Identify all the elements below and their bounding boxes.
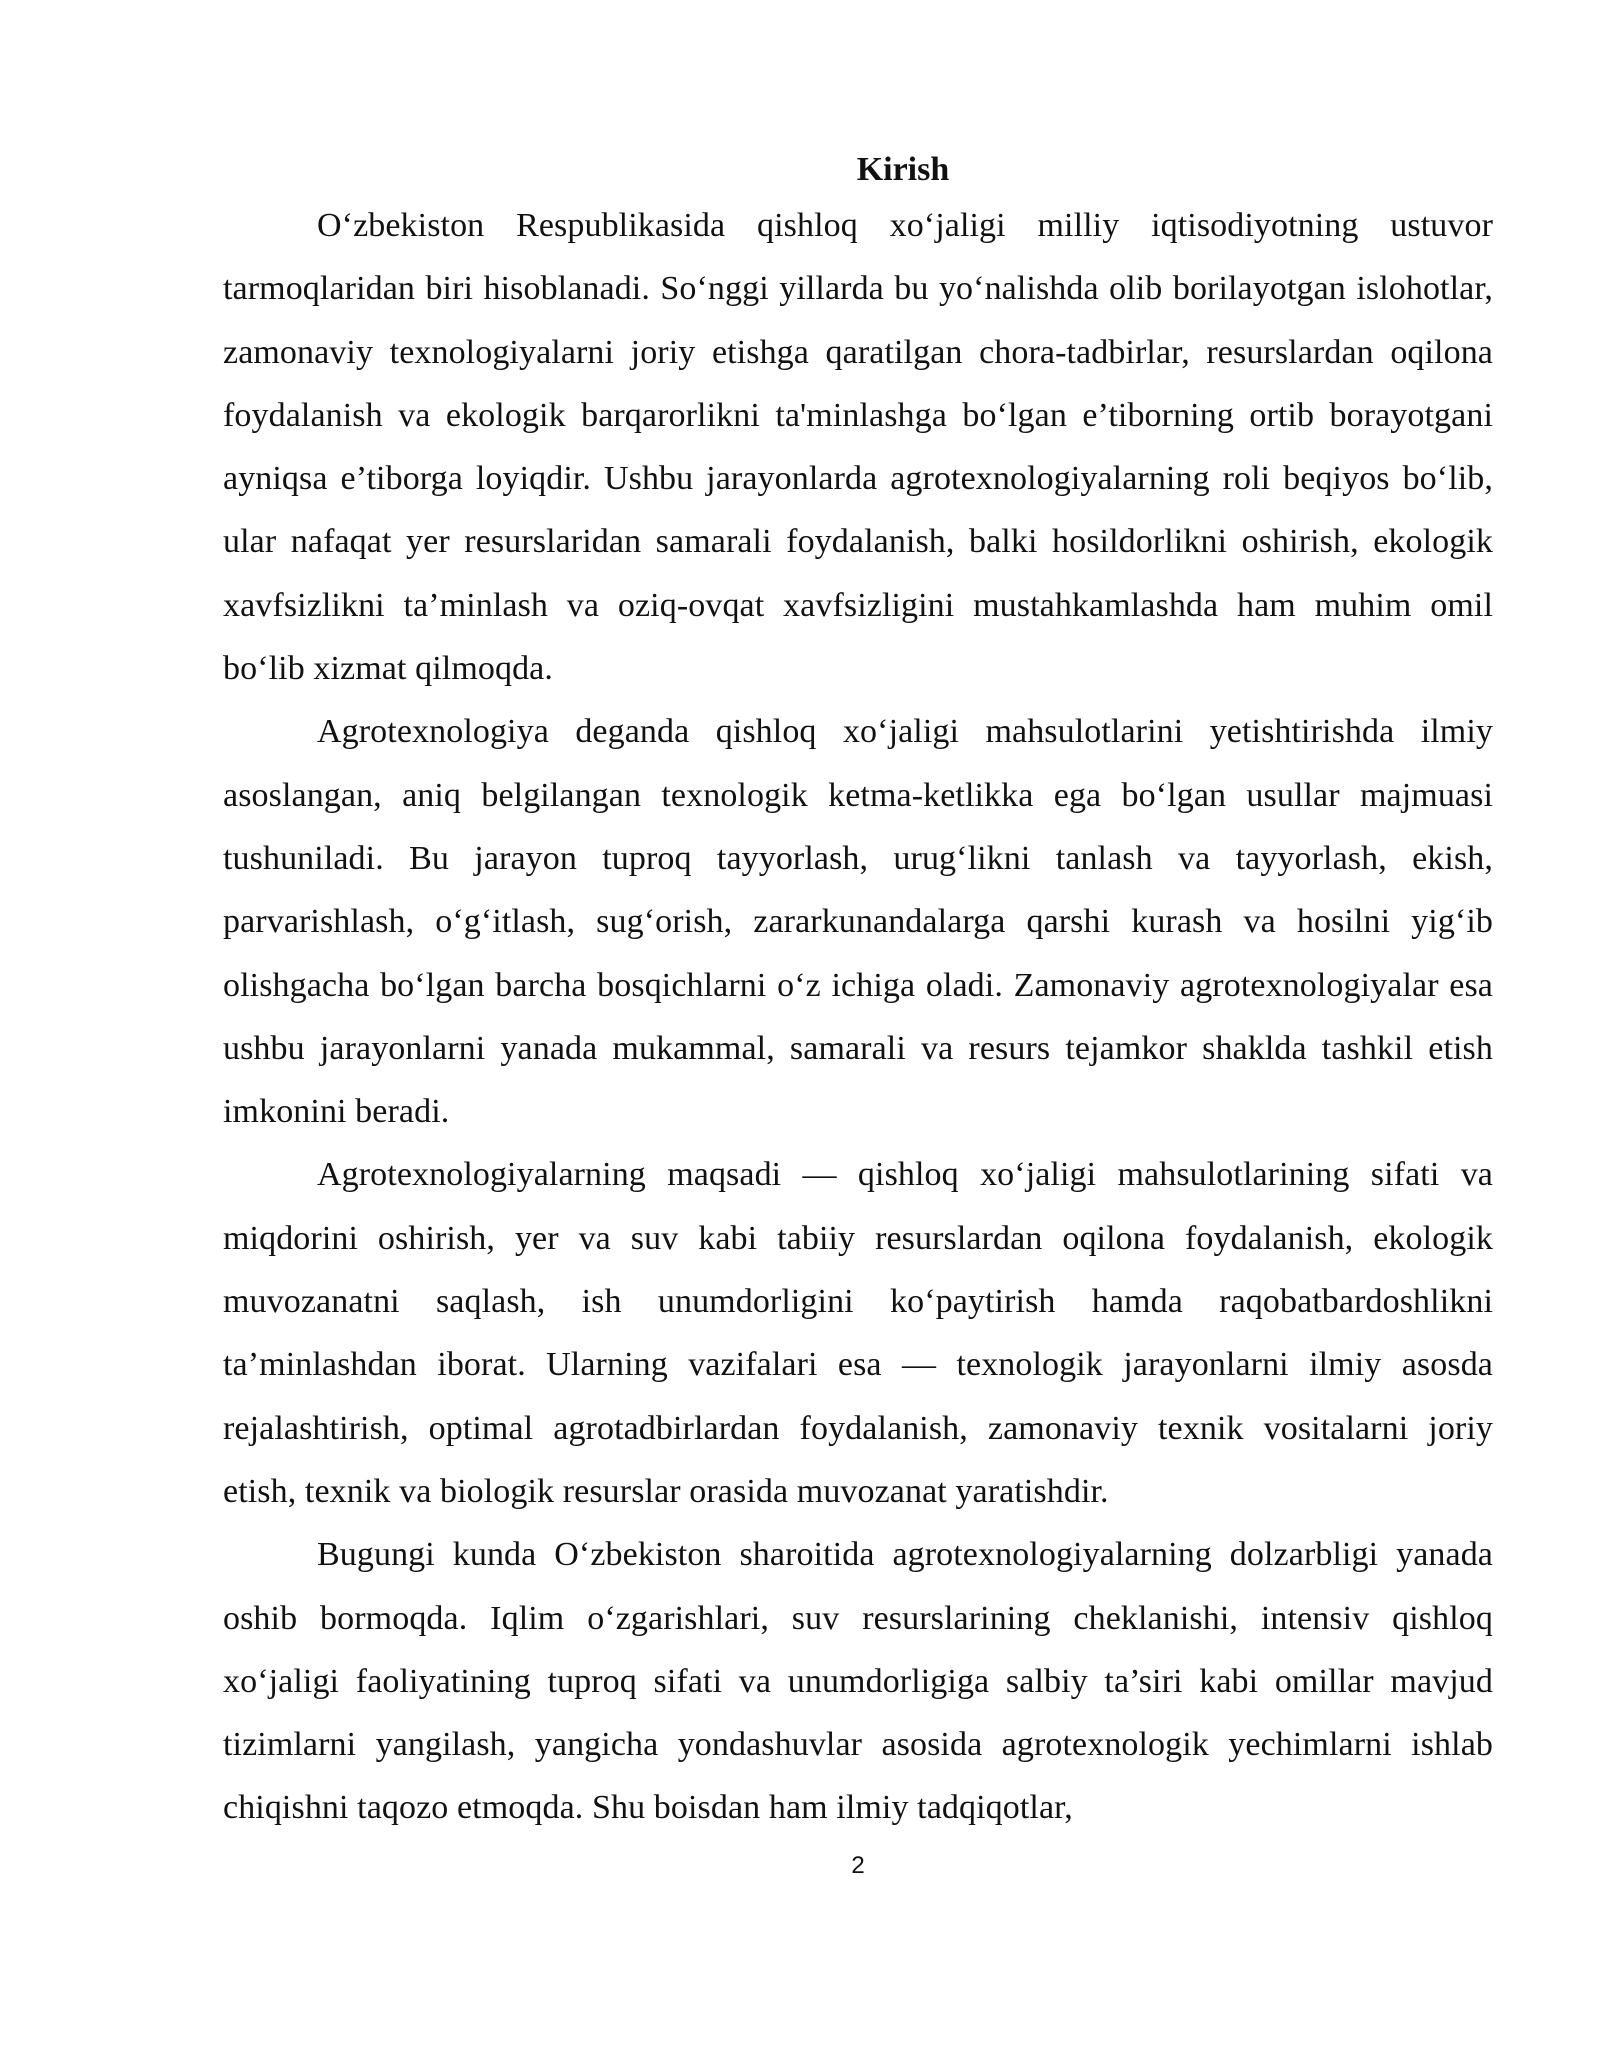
paragraph-2: Agrotexnologiya deganda qishloq xo‘jaligi mahsulotlarini yetishtirishda ilmiy asoslangan, aniq belgilangan texnologik ketma-ketlikka ega bo‘lgan usullar majmuasi tushuniladi. Bu jarayon tuproq tayyorlash, urug‘likni tanlash va tayyorlash, ekish, parvarishlash, o‘g‘itlash, sug‘orish, zararkunandalarga qarshi kurash va hosilni yig‘ib olishgacha bo‘lgan barcha bosqichlarni o‘z ichiga oladi. Zamonaviy agrotexnologiyalar esa ushbu jarayonlarni yanada mukammal, samarali va resurs tejamkor shaklda tashkil etish imkonini beradi. — [223, 713, 1493, 1131]
paragraph-4: Bugungi kunda O‘zbekiston sharoitida agrotexnologiyalarning dolzarbligi yanada oshib bormoqda. Iqlim o‘zgarishlari, suv resurslarining cheklanishi, intensiv qishloq xo‘jaligi faoliyatining tuproq sifati va unumdorligiga salbiy ta’siri kabi omillar mavjud tizimlarni yangilash, yangicha yondashuvlar asosida agrotexnologik yechimlarni ishlab chiqishni taqozo etmoqda. Shu boisdan ham ilmiy tadqiqotlar, — [223, 1536, 1493, 1827]
page-content — [223, 150, 1493, 1840]
page-title: Kirish — [856, 151, 950, 188]
paragraph-3: Agrotexnologiyalarning maqsadi — qishloq xo‘jaligi mahsulotlarining sifati va miqdorini oshirish, yer va suv kabi tabiiy resurslardan oqilona foydalanish, ekologik muvozanatni saqlash, ish unumdorligini ko‘paytirish hamda raqobatbardoshlikni ta’minlashdan iborat. Ularning vazifalari esa — texnologik jarayonlarni ilmiy asosda rejalashtirish, optimal agrotadbirlardan foydalanish, zamonaviy texnik vositalarni joriy etish, texnik va biologik resurslar orasida muvozanat yaratishdir. — [223, 1156, 1493, 1510]
paragraph-1: O‘zbekiston Respublikasida qishloq xo‘jaligi milliy iqtisodiyotning ustuvor tarmoqlaridan biri hisoblanadi. So‘nggi yillarda bu yo‘nalishda olib borilayotgan islohotlar, zamonaviy texnologiyalarni joriy etishga qaratilgan chora-tadbirlar, resurslardan oqilona foydalanish va ekologik barqarorlikni ta'minlashga bo‘lgan e’tiborning ortib borayotgani ayniqsa e’tiborga loyiqdir. Ushbu jarayonlarda agrotexnologiyalarning roli beqiyos bo‘lib, ular nafaqat yer resurslaridan samarali foydalanish, balki hosildorlikni oshirish, ekologik xavfsizlikni ta’minlash va oziq-ovqat xavfsizligini mustahkamlashda ham muhim omil bo‘lib xizmat qilmoqda. — [223, 207, 1493, 688]
page-number: 2 — [851, 1852, 865, 1879]
